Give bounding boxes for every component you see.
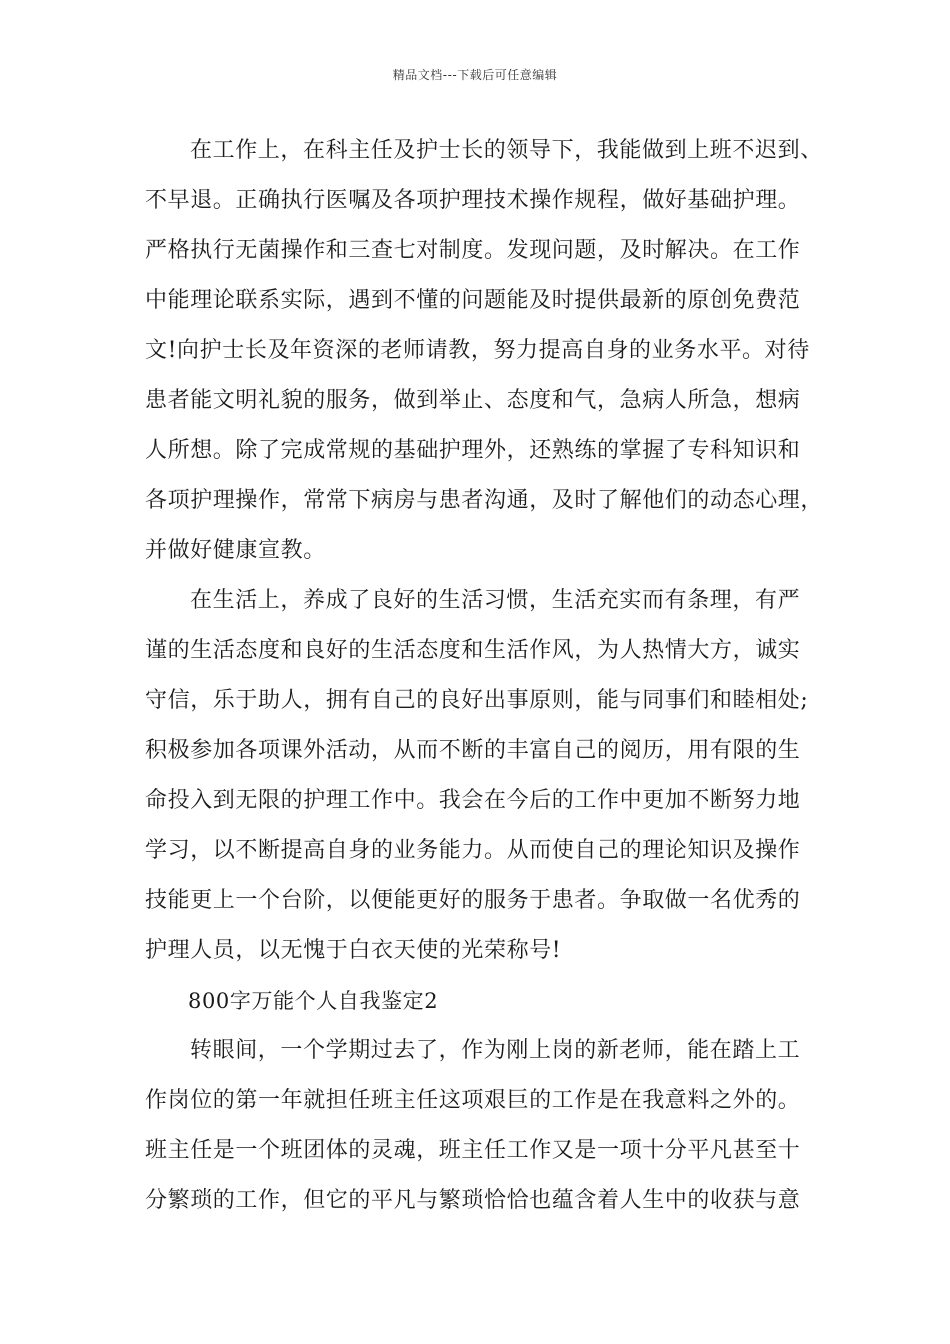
- paragraph-line: 并做好健康宣教。: [145, 538, 326, 563]
- paragraph-line: 在工作上，在科主任及护士长的领导下，我能做到上班不迟到、: [190, 138, 823, 163]
- paragraph-line: 谨的生活态度和良好的生活态度和生活作风，为人热情大方，诚实: [145, 638, 801, 663]
- paragraph-line: 严格执行无菌操作和三查七对制度。发现问题，及时解决。在工作: [145, 238, 801, 263]
- paragraph-line: 护理人员，以无愧于白衣天使的光荣称号!: [145, 938, 562, 963]
- paragraph-line: 作岗位的第一年就担任班主任这项艰巨的工作是在我意料之外的。: [145, 1088, 801, 1113]
- paragraph-line: 人所想。除了完成常规的基础护理外，还熟练的掌握了专科知识和: [145, 438, 801, 463]
- paragraph-line: 转眼间，一个学期过去了，作为刚上岗的新老师，能在踏上工: [190, 1038, 801, 1063]
- paragraph-line: 命投入到无限的护理工作中。我会在今后的工作中更加不断努力地: [145, 788, 801, 813]
- paragraph-line: 文!向护士长及年资深的老师请教，努力提高自身的业务水平。对待: [145, 338, 810, 363]
- paragraph-line: 中能理论联系实际，遇到不懂的问题能及时提供最新的原创免费范: [145, 288, 801, 313]
- paragraph-line: 守信，乐于助人，拥有自己的良好出事原则，能与同事们和睦相处;: [145, 688, 809, 713]
- paragraph-line: 技能更上一个台阶，以便能更好的服务于患者。争取做一名优秀的: [145, 888, 801, 913]
- paragraph-line: 积极参加各项课外活动，从而不断的丰富自己的阅历，用有限的生: [145, 738, 801, 763]
- paragraph-line: 在生活上，养成了良好的生活习惯，生活充实而有条理，有严: [190, 588, 801, 613]
- paragraph-line: 班主任是一个班团体的灵魂，班主任工作又是一项十分平凡甚至十: [145, 1138, 801, 1163]
- page-header: 精品文档---下载后可任意编辑: [392, 68, 558, 82]
- paragraph-line: 不早退。正确执行医嘱及各项护理技术操作规程，做好基础护理。: [145, 188, 801, 213]
- paragraph-line: 学习，以不断提高自身的业务能力。从而使自己的理论知识及操作: [145, 838, 801, 863]
- paragraph-line: 分繁琐的工作，但它的平凡与繁琐恰恰也蕴含着人生中的收获与意: [145, 1188, 801, 1213]
- paragraph-line: 各项护理操作，常常下病房与患者沟通，及时了解他们的动态心理，: [145, 488, 824, 513]
- paragraph-line: 患者能文明礼貌的服务，做到举止、态度和气，急病人所急，想病: [145, 388, 801, 413]
- section-subheading: 800字万能个人自我鉴定2: [188, 989, 439, 1013]
